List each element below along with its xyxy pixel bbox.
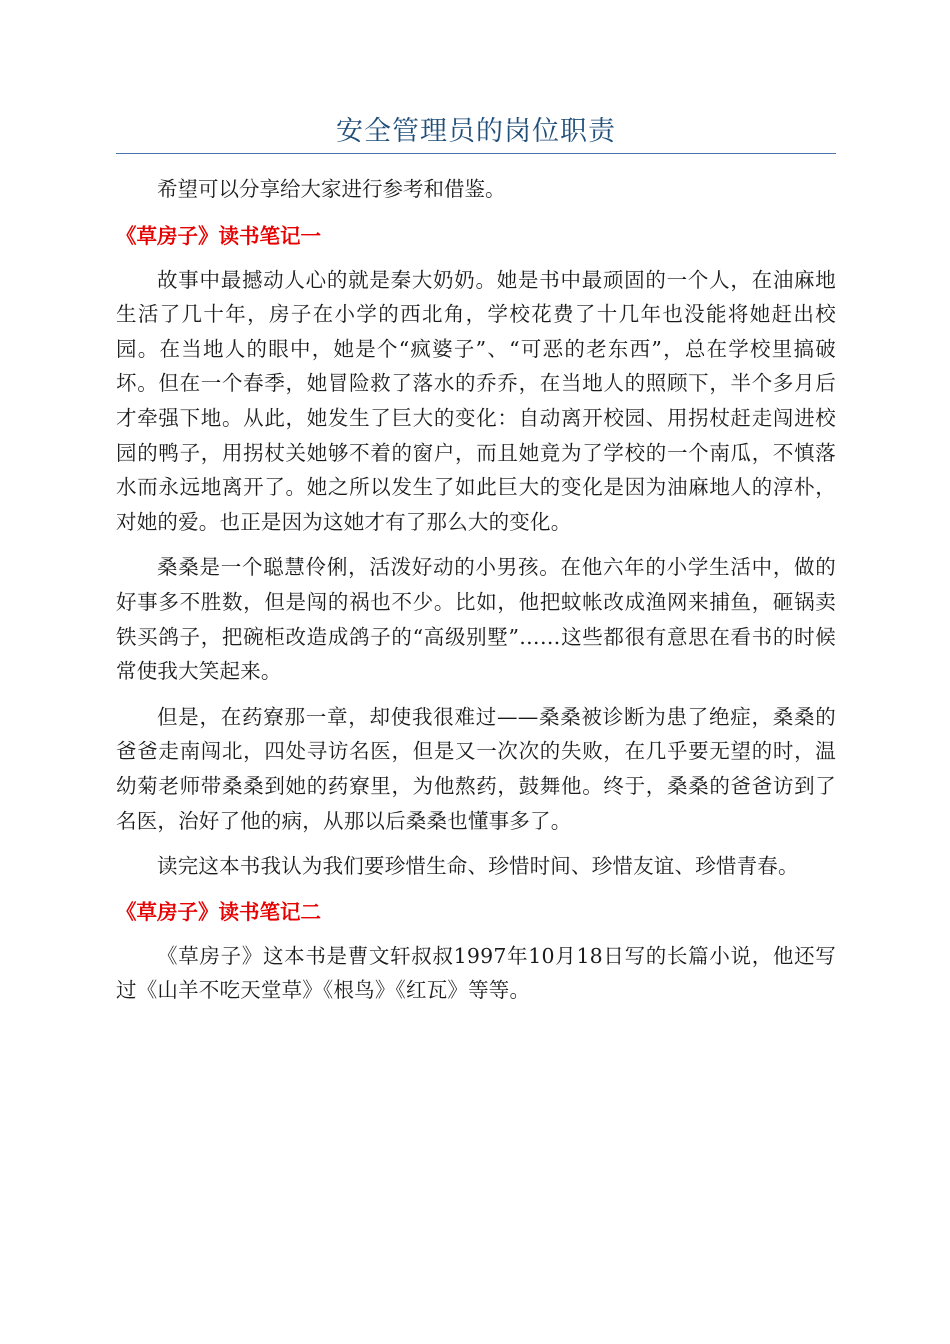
intro-paragraph: 希望可以分享给大家进行参考和借鉴。 [157, 177, 506, 201]
paragraph: 桑桑是一个聪慧伶俐，活泼好动的小男孩。在他六年的小学生活中，做的好事多不胜数，但是闯的祸也不少。比如，他把蚊帐改成渔网来捕鱼，砸锅卖铁买鸽子，把碗柜改造成鸽子的“高级别墅”……这些都很有意思在看书的时候常使我大笑起来。 [116, 555, 836, 684]
document-title: 安全管理员的岗位职责 [336, 116, 616, 147]
section-2 [116, 895, 836, 1008]
section-heading: 《草房子》读书笔记一 [116, 223, 321, 248]
document-body [116, 172, 836, 1019]
paragraph: 《草房子》这本书是曹文轩叔叔1997年10月18日写的长篇小说，他还写过《山羊不吃天堂草》《根鸟》《红瓦》等等。 [116, 943, 836, 1003]
paragraph: 故事中最撼动人心的就是秦大奶奶。她是书中最顽固的一个人，在油麻地生活了几十年，房子在小学的西北角，学校花费了十几年也没能将她赶出校园。在当地人的眼中，她是个“疯婆子”、“可恶的老东西”，总在学校里搞破坏。但在一个春季，她冒险救了落水的乔乔，在当地人的照顾下，半个多月后才牵强下地。从此，她发生了巨大的变化：自动离开校园、用拐杖赶走闯进校园的鸭子，用拐杖关她够不着的窗户，而且她竟为了学校的一个南瓜，不慎落水而永远地离开了。她之所以发生了如此巨大的变化是因为油麻地人的淳朴，对她的爱。也正是因为这她才有了那么大的变化。 [116, 267, 836, 534]
paragraph: 读完这本书我认为我们要珍惜生命、珍惜时间、珍惜友谊、珍惜青春。 [157, 854, 799, 879]
section-heading: 《草房子》读书笔记二 [116, 899, 321, 924]
title-underline [116, 153, 836, 154]
paragraph: 但是，在药寮那一章，却使我很难过——桑桑被诊断为患了绝症，桑桑的爸爸走南闯北，四处寻访名医，但是又一次次的失败，在几乎要无望的时，温幼菊老师带桑桑到她的药寮里，为他熬药，鼓舞他。终于，桑桑的爸爸访到了名医，治好了他的病，从那以后桑桑也懂事多了。 [116, 704, 836, 833]
section-1 [116, 219, 836, 884]
